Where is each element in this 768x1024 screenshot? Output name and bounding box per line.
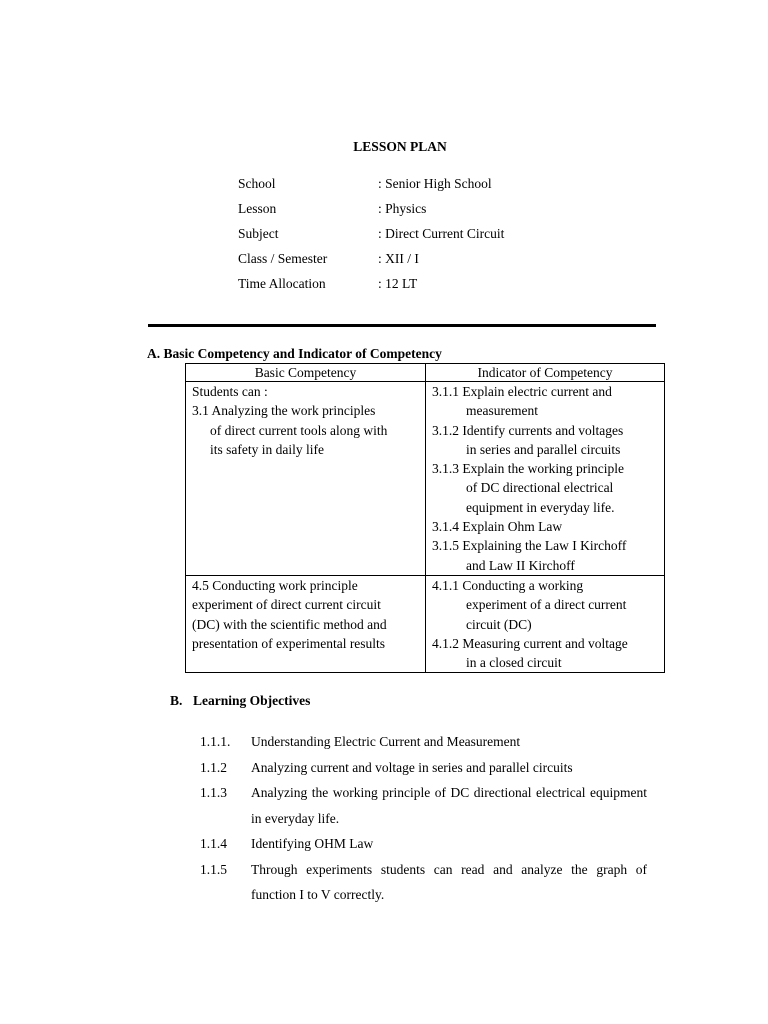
cell-line: circuit (DC) xyxy=(466,616,532,632)
table-header-row xyxy=(186,364,665,382)
cell-line: 4.1.1 Conducting a working xyxy=(432,577,584,593)
info-value: : 12 LT xyxy=(378,276,418,291)
column-header-indicator-of-competency: Indicator of Competency xyxy=(426,364,665,382)
cell-line: in a closed circuit xyxy=(466,655,562,671)
info-row-lesson xyxy=(238,200,504,225)
cell-line: 3.1.4 Explain Ohm Law xyxy=(432,519,563,535)
cell-line: 3.1.2 Identify currents and voltages xyxy=(432,422,624,438)
list-item xyxy=(200,780,647,831)
list-item xyxy=(200,831,647,857)
cell-line: in series and parallel circuits xyxy=(466,441,621,457)
column-header-basic-competency: Basic Competency xyxy=(186,364,426,382)
info-value: : Physics xyxy=(378,201,427,216)
basic-competency-cell xyxy=(186,382,426,576)
info-value: : Direct Current Circuit xyxy=(378,226,505,241)
cell-line: 3.1 Analyzing the work principles xyxy=(192,403,376,419)
objective-text: Identifying OHM Law xyxy=(251,836,374,851)
cell-line: its safety in daily life xyxy=(210,441,324,457)
objective-number: 1.1.5 xyxy=(200,861,227,877)
horizontal-divider xyxy=(148,324,656,327)
indicator-cell xyxy=(426,382,665,576)
list-item xyxy=(200,857,647,908)
objective-text: Analyzing the working principle of DC directional electrical equipment in everyday life. xyxy=(251,785,647,826)
list-item xyxy=(200,729,647,755)
page-title: LESSON PLAN xyxy=(353,139,447,154)
objective-text: Understanding Electric Current and Measurement xyxy=(251,734,521,749)
cell-line: 3.1.5 Explaining the Law I Kirchoff xyxy=(432,538,627,554)
info-value: : Senior High School xyxy=(378,176,492,191)
section-a-heading: A. Basic Competency and Indicator of Competency xyxy=(147,346,442,361)
lesson-info xyxy=(238,175,504,300)
cell-line: 3.1.1 Explain electric current and xyxy=(432,384,612,399)
list-item xyxy=(200,755,647,781)
table-row xyxy=(186,575,665,672)
cell-line: of DC directional electrical xyxy=(466,480,614,496)
cell-line: experiment of a direct current xyxy=(466,597,627,613)
cell-line: of direct current tools along with xyxy=(210,422,388,438)
objective-number: 1.1.3 xyxy=(200,785,227,800)
info-row-subject xyxy=(238,225,504,250)
learning-objectives-list xyxy=(200,729,647,908)
cell-line: 4.1.2 Measuring current and voltage xyxy=(432,635,628,651)
info-label: Class / Semester xyxy=(238,251,328,266)
section-letter: B. xyxy=(170,693,183,708)
section-title: Learning Objectives xyxy=(193,693,311,708)
cell-line: equipment in everyday life. xyxy=(466,499,615,515)
objective-number: 1.1.2 xyxy=(200,759,227,775)
info-label: School xyxy=(238,176,276,191)
cell-line: and Law II Kirchoff xyxy=(466,557,575,573)
info-row-time-allocation xyxy=(238,275,504,300)
cell-line: presentation of experimental results xyxy=(192,635,386,651)
competency-table xyxy=(185,363,665,673)
table-row xyxy=(186,382,665,576)
info-label: Time Allocation xyxy=(238,276,326,291)
indicator-cell xyxy=(426,575,665,672)
cell-line: experiment of direct current circuit xyxy=(192,597,381,613)
cell-line: Students can : xyxy=(192,384,268,399)
section-b-heading xyxy=(170,692,310,709)
objective-number: 1.1.1. xyxy=(200,734,231,749)
cell-line: 4.5 Conducting work principle xyxy=(192,577,358,593)
objective-number: 1.1.4 xyxy=(200,836,227,851)
info-value: : XII / I xyxy=(378,251,419,266)
cell-line: (DC) with the scientific method and xyxy=(192,616,387,632)
cell-line: measurement xyxy=(466,403,538,419)
info-label: Lesson xyxy=(238,201,277,216)
info-label: Subject xyxy=(238,226,279,241)
basic-competency-cell xyxy=(186,575,426,672)
objective-text: Through experiments students can read and analyze the graph of function I to V correctly. xyxy=(251,861,647,902)
info-row-school xyxy=(238,175,504,200)
cell-line: 3.1.3 Explain the working principle xyxy=(432,461,624,477)
info-row-class-semester xyxy=(238,250,504,275)
objective-text: Analyzing current and voltage in series and parallel circuits xyxy=(251,759,573,775)
